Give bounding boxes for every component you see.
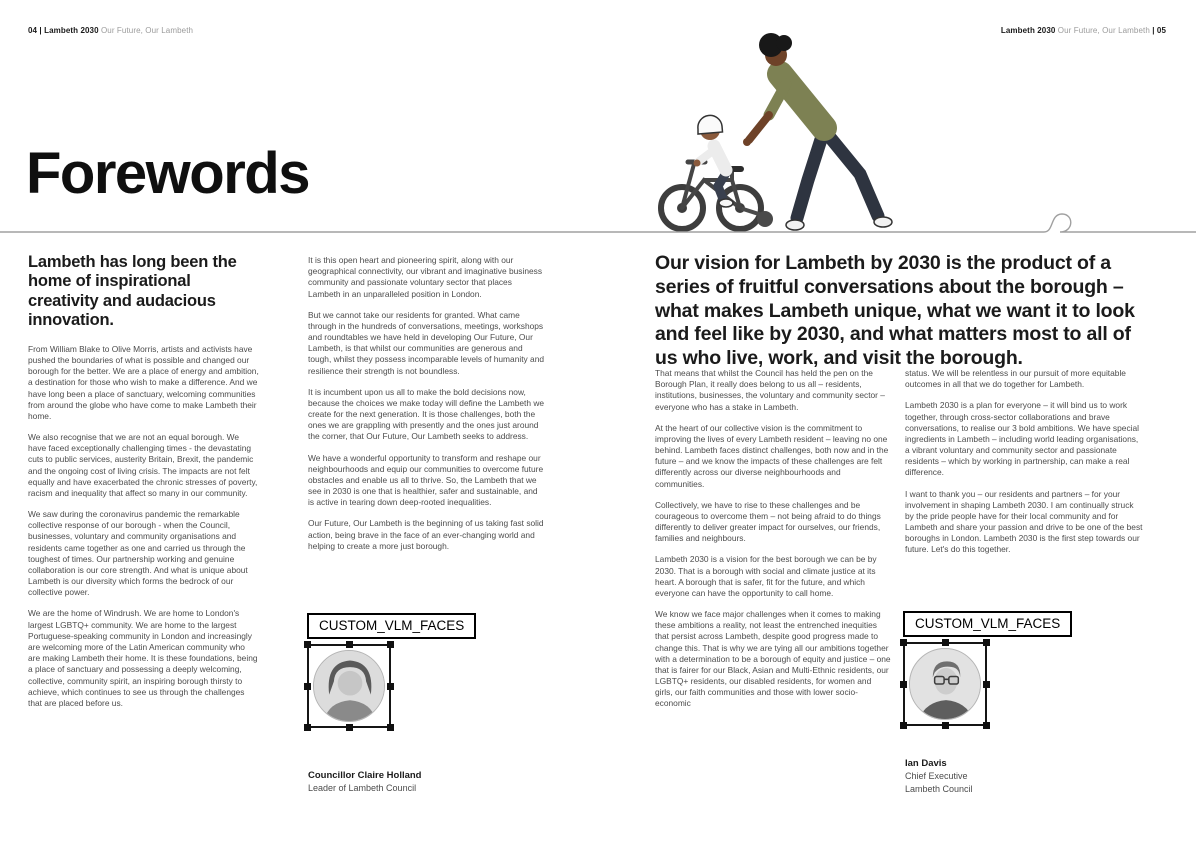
- selection-box[interactable]: [307, 644, 391, 728]
- header-right: [1001, 26, 1166, 35]
- paragraph: Lambeth 2030 is a vision for the best borough we can be by 2030. That is a borough with social and climate justice at its heart. A borough that is safer, fit for the future, and which everyone can have the opportunity to call home.: [655, 554, 877, 598]
- selection-handle[interactable]: [387, 683, 394, 690]
- paragraph: Collectively, we have to rise to these challenges and be courageous to overcome them – not being afraid to do things differently to deliver greater impact for ourselves, our friends, families and neighbours.: [655, 499, 881, 544]
- selection-handle[interactable]: [942, 722, 949, 729]
- right-page-column-2: [905, 368, 1144, 566]
- paragraph: That means that whilst the Council has held the pen on the Borough Plan, it really does belong to us all – residents, institutions, businesses, the voluntary and community sector – everyone who has a stake in Lambeth.: [655, 368, 885, 412]
- paragraph: Lambeth 2030 is a plan for everyone – it will bind us to work together, through cross-sector collaborations and brave conversations, to realise our 3 bold ambitions. We have special ingredients in Lambeth – including world leading organisations, a vibrant voluntary and community sector and passionate residents – which by working in partnership, can make a real difference.: [905, 400, 1140, 478]
- caption-name: Councillor Claire Holland: [308, 770, 422, 781]
- selection-handle[interactable]: [983, 639, 990, 646]
- vlm-faces-label: CUSTOM_VLM_FACES: [307, 613, 476, 639]
- selection-handle[interactable]: [983, 722, 990, 729]
- avatar-claire-holland: [313, 650, 385, 722]
- paragraph: We have a wonderful opportunity to transform and reshape our neighbourhoods and equip our communities to overcome future obstacles and enable us all to thrive. So, the Lambeth that we see in 2030 is one that is healthier, safer and sustainable, and is active in tearing down deep-rooted inequalities.: [308, 452, 544, 508]
- caption-ian-davis: [905, 757, 973, 795]
- face-redaction-claire-holland: [307, 613, 476, 728]
- caption-name: Ian Davis: [905, 758, 947, 769]
- paragraph: It is incumbent upon us all to make the bold decisions now, because the choices we make today will define the Lambeth we create for the next generation. It is those challenges, both the ones we are grappling with presently and the ones just around the corner, that Our Future, Our Lambeth seeks to address.: [308, 386, 545, 442]
- paragraph: Our Future, Our Lambeth is the beginning of us taking fast solid action, being brave in the face of an ever-changing world and helping to create a more just borough.: [308, 518, 544, 551]
- selection-handle[interactable]: [387, 641, 394, 648]
- selection-handle[interactable]: [983, 681, 990, 688]
- right-page-heading: Our vision for Lambeth by 2030 is the product of a series of fruitful conversations about the borough – what makes Lambeth unique, what we want it to look and feel like by 2030, and what matters most to all of us who live, work, and visit the borough.: [655, 252, 1135, 370]
- selection-handle[interactable]: [387, 724, 394, 731]
- selection-handle[interactable]: [304, 641, 311, 648]
- left-page-column-1: [28, 253, 259, 719]
- face-redaction-ian-davis: [903, 611, 1072, 726]
- header-left-subtitle: Our Future, Our Lambeth: [100, 26, 194, 35]
- selection-handle[interactable]: [346, 641, 353, 648]
- right-page-column-1: [655, 368, 891, 720]
- header-right-page-number: | 05: [1152, 26, 1166, 35]
- paragraph: It is this open heart and pioneering spirit, along with our geographical connectivity, our vibrant and imaginative business community and passionate voluntary sector that places Lambeth in an unparalleled position in London.: [308, 255, 543, 299]
- left-page-heading: Lambeth has long been the home of inspirational creativity and audacious innovation.: [28, 253, 237, 330]
- header-right-title: Lambeth 2030: [1000, 26, 1056, 35]
- selection-handle[interactable]: [900, 722, 907, 729]
- left-page-column-2: [308, 255, 545, 562]
- caption-role: Leader of Lambeth Council: [308, 783, 417, 794]
- selection-handle[interactable]: [304, 683, 311, 690]
- header-right-subtitle: Our Future, Our Lambeth: [1057, 26, 1150, 35]
- paragraph: I want to thank you – our residents and partners – for your involvement in shaping Lambeth 2030. I am continually struck by the pride people have for their local community and for Lambeth and share your passion and drive to be one of the best boroughs in London. Lambeth 2030 is the first step towards our future. Let's do this together.: [905, 488, 1143, 555]
- paragraph: We also recognise that we are not an equal borough. We have faced exceptionally challenging times - the devastating cuts to public services, austerity Britain, Brexit, the pandemic and the ongoing cost of living crisis. The impacts are not felt equally and have exacerbated the chronic stresses of poverty, racism and inequality that affect so many in our community.: [28, 432, 258, 498]
- avatar-ian-davis: [909, 648, 981, 720]
- selection-handle[interactable]: [900, 681, 907, 688]
- selection-handle[interactable]: [346, 724, 353, 731]
- page-title: Forewords: [26, 141, 309, 206]
- paragraph: From William Blake to Olive Morris, artists and activists have pushed the boundaries of what is possible and changed our borough for the better. We are a place of energy and ambition, a destination for those who wish to make a difference. And we have long been a place of sanctuary, welcoming communities from around the globe who have come to make Lambeth their home.: [28, 343, 259, 421]
- paragraph: We saw during the coronavirus pandemic the remarkable collective response of our borough - when the Council, businesses, voluntary and community organisations and residents came together as one and carried us through the toughest of times. Our partnership working and genuine collaboration is our core strength. And what is unique about Lambeth is our diversity which forms the bedrock of our collective power.: [28, 509, 248, 598]
- header-left-page-number: 04 | Lambeth 2030: [28, 26, 99, 35]
- illustration-adult-helping-child-cycle: [648, 22, 898, 236]
- paragraph: status. We will be relentless in our pursuit of more equitable outcomes in all that we do together for Lambeth.: [905, 368, 1126, 390]
- selection-handle[interactable]: [304, 724, 311, 731]
- paragraph: At the heart of our collective vision is the commitment to improving the lives of every Lambeth resident – leaving no one behind. Lambeth faces distinct challenges, both now and in the future – and we know the impacts of these challenges are felt differently across our diverse neighbourhoods and communities.: [655, 422, 889, 489]
- caption-org: Lambeth Council: [905, 783, 973, 794]
- selection-handle[interactable]: [942, 639, 949, 646]
- selection-box[interactable]: [903, 642, 987, 726]
- caption-claire-holland: [308, 769, 422, 795]
- paragraph: But we cannot take our residents for granted. What came through in the hundreds of conversations, meetings, workshops and roundtables we have held in developing Our Future, Our Lambeth, is that whilst our communities are generous and tough, whilst they possess incomparable levels of humanity and resilience their strength is not boundless.: [308, 309, 545, 376]
- paragraph: We are the home of Windrush. We are home to London's largest LGBTQ+ community. We are home to the largest Portuguese-speaking community in London and increasingly are welcoming more of the Latin American community who are making Lambeth their home. It is these foundations, being a place of sanctuary and possessing a deeply welcoming, collective, community spirit, an inspiring borough thirsty to achieve, which continues to see us through the challenges that are placed before us.: [28, 608, 258, 708]
- divider-loop-line: [0, 211, 1196, 237]
- header-left: [28, 26, 193, 35]
- paragraph: We know we face major challenges when it comes to making these ambitions a reality, not least the entrenched inequities that persist across Lambeth, despite good progress made to change this. That is why we are tying all our ambitions together with a determination to be a borough of equity and justice – one that is fairer for our Black, Asian and Multi-Ethnic residents, our LGBTQ+ residents, our disabled residents, for women and girls, our faith communities and those with lower socio-economic: [655, 609, 891, 709]
- caption-role: Chief Executive: [905, 771, 968, 782]
- selection-handle[interactable]: [900, 639, 907, 646]
- vlm-faces-label: CUSTOM_VLM_FACES: [903, 611, 1072, 637]
